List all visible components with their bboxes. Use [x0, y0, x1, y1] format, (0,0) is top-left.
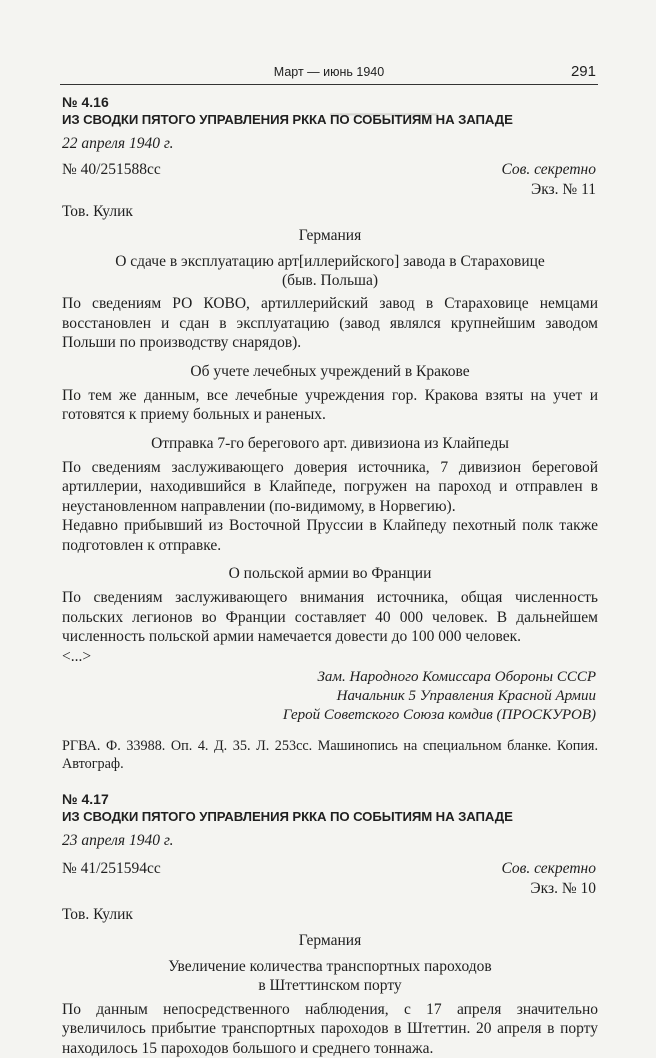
country-heading: Германия	[62, 931, 598, 951]
bleed-through-text: ▁▁▁▁▁▁▁▁▁▁	[330, 100, 438, 117]
addressee: Тов. Кулик	[62, 905, 598, 925]
copy-number: Экз. № 10	[62, 879, 598, 899]
section-title-line: в Штеттинском порту	[258, 977, 401, 994]
omission-mark: <...>	[62, 647, 598, 666]
paragraph: По тем же данным, все лечебные учреждения гор. Кракова взяты на учет и готовятся к приему больных и раненых.	[62, 386, 598, 425]
secrecy-stamp: Сов. секретно	[501, 859, 596, 879]
section-title-line: О сдаче в эксплуатацию арт[иллерийского] завода в Стараховице	[115, 253, 545, 270]
paragraph: По данным непосредственного наблюдения, с 17 апреля значительно увеличилось прибытие транспортных пароходов в Штеттин. 20 апреля в порту находилось 15 пароходов большого и среднего тоннажа.	[62, 1000, 598, 1058]
document-heading: ИЗ СВОДКИ ПЯТОГО УПРАВЛЕНИЯ РККА ПО СОБЫТИЯМ НА ЗАПАДЕ	[62, 111, 598, 128]
section-title: Об учете лечебных учреждений в Кракове	[62, 362, 598, 381]
document-number: № 4.16	[62, 94, 598, 111]
page-content	[62, 94, 598, 1058]
signature-block	[62, 668, 598, 725]
reference-line	[62, 859, 598, 879]
section-title	[62, 957, 598, 995]
paragraph: Недавно прибывший из Восточной Пруссии в Клайпеду пехотный полк также подготовлен к отправке.	[62, 516, 598, 555]
document-heading: ИЗ СВОДКИ ПЯТОГО УПРАВЛЕНИЯ РККА ПО СОБЫТИЯМ НА ЗАПАДЕ	[62, 808, 598, 825]
reference-number: № 40/251588сс	[62, 160, 161, 180]
paragraph: По сведениям заслуживающего доверия источника, 7 дивизион береговой артиллерии, находившийся в Клайпеде, погружен на пароход и отправлен в неустановленном направлении (по-видимому, в Норвегию).	[62, 458, 598, 517]
section-title: Отправка 7-го берегового арт. дивизиона из Клайпеды	[62, 434, 598, 453]
secrecy-stamp: Сов. секретно	[501, 160, 596, 180]
header-rule	[60, 84, 598, 85]
document-date: 22 апреля 1940 г.	[62, 134, 598, 154]
paragraph: По сведениям заслуживающего внимания источника, общая численность польских легионов во Франции составляет 40 000 человек. В дальнейшем численность польской армии намечается довести до 100 000 человек.	[62, 588, 598, 647]
document-number: № 4.17	[62, 791, 598, 808]
section-title-line: (быв. Польша)	[282, 272, 378, 289]
country-heading: Германия	[62, 226, 598, 246]
archival-source: РГВА. Ф. 33988. Оп. 4. Д. 35. Л. 253сс. Машинопись на специальном бланке. Копия. Автограф.	[62, 737, 598, 773]
reference-number: № 41/251594сс	[62, 859, 161, 879]
section-title: О польской армии во Франции	[62, 564, 598, 583]
running-header	[60, 64, 598, 84]
addressee: Тов. Кулик	[62, 202, 598, 222]
paragraph: По сведениям РО КОВО, артиллерийский завод в Стараховице немцами восстановлен и сдан в эксплуатацию (завод являлся крупнейшим заводом Польши по производству снарядов).	[62, 294, 598, 353]
copy-number: Экз. № 11	[62, 180, 598, 200]
section-title	[62, 252, 598, 290]
document-separator	[62, 773, 598, 791]
signature-line: Зам. Народного Комиссара Обороны СССР	[62, 668, 596, 687]
page-number: 291	[571, 63, 596, 80]
signature-line: Начальник 5 Управления Красной Армии	[62, 687, 596, 706]
document-date: 23 апреля 1940 г.	[62, 831, 598, 851]
section-title-line: Увеличение количества транспортных пароходов	[168, 958, 491, 975]
reference-line	[62, 160, 598, 180]
document-4-16	[62, 94, 598, 773]
running-title: Март — июнь 1940	[60, 65, 598, 79]
signature-line: Герой Советского Союза комдив (ПРОСКУРОВ)	[62, 706, 596, 725]
document-4-17	[62, 791, 598, 1058]
